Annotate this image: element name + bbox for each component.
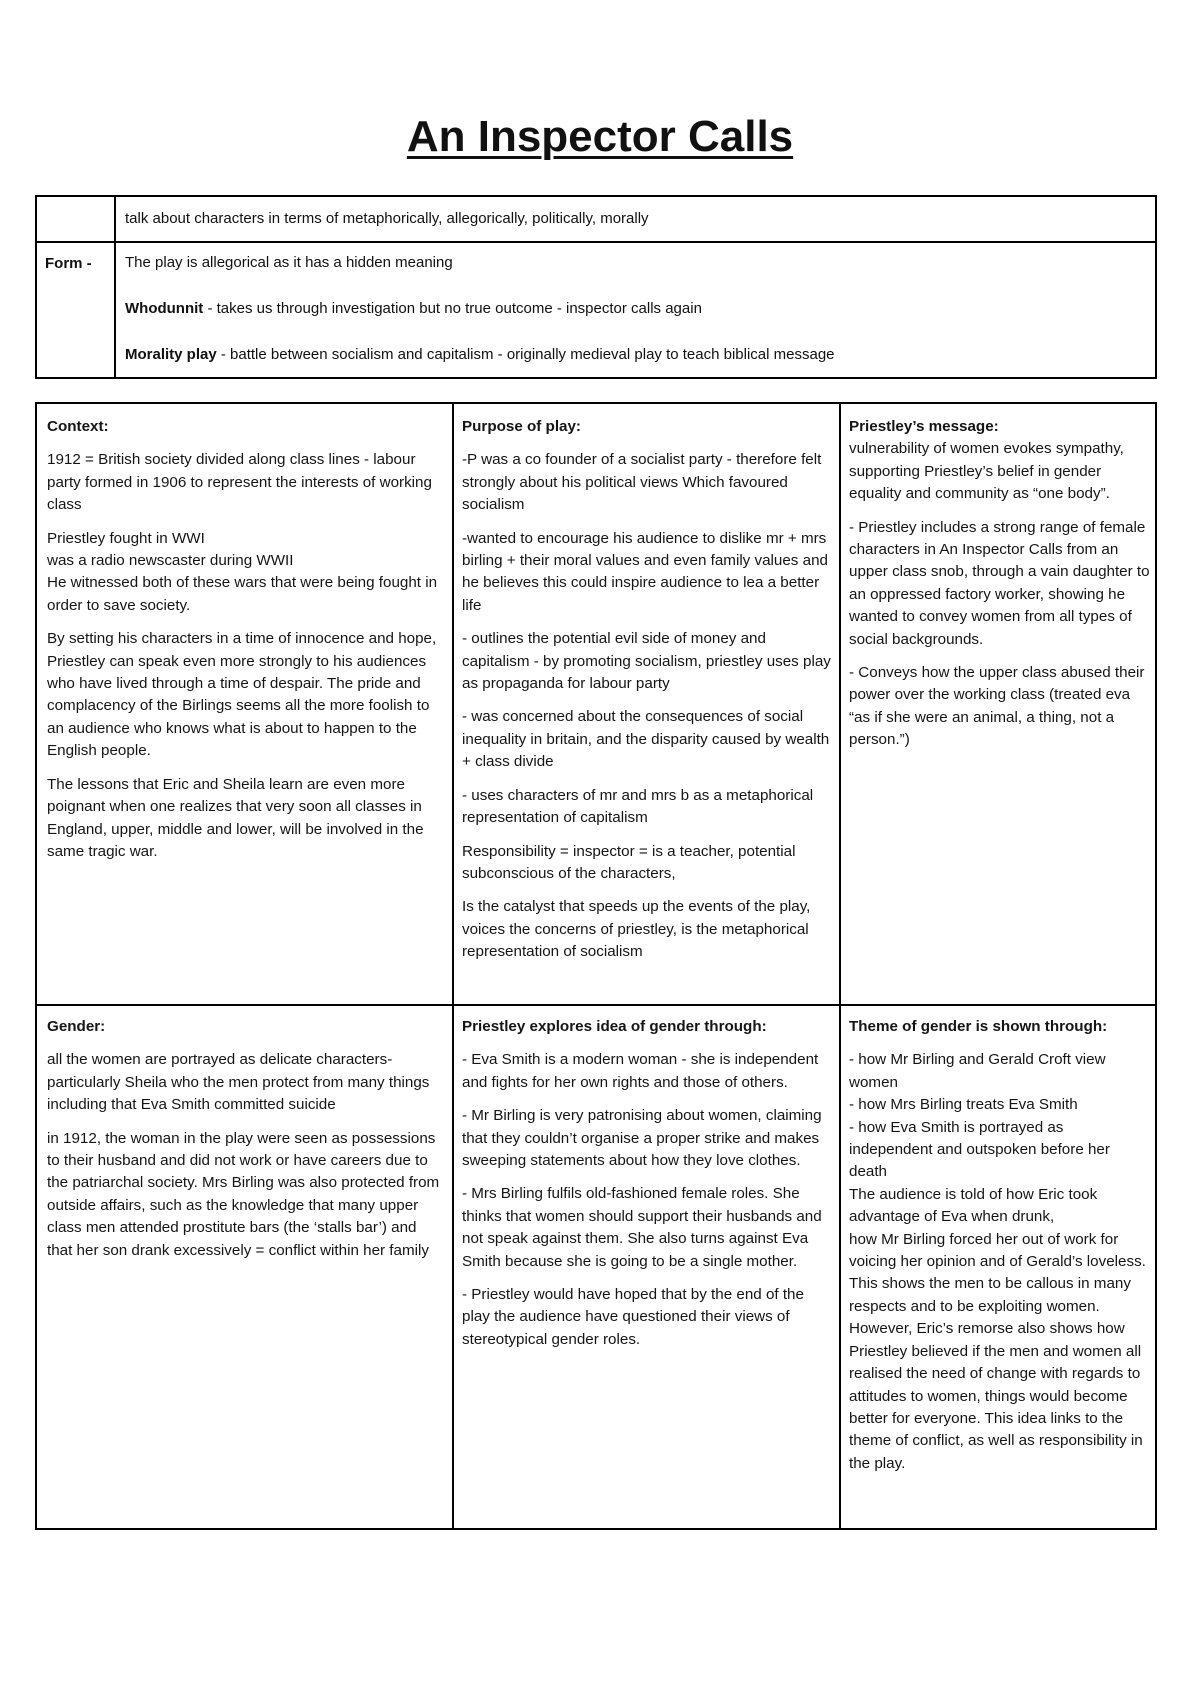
purpose-cell (462, 416, 832, 975)
explores-cell (462, 1016, 832, 1362)
whodunnit-term: Whodunnit (125, 300, 204, 317)
context-cell (47, 416, 445, 874)
notes-grid (35, 402, 1157, 1530)
grid-divider-2 (839, 404, 841, 1528)
theme-l1: - how Mr Birling and Gerald Croft view women (849, 1051, 1106, 1091)
form-table (35, 195, 1157, 379)
form-line-allegorical: The play is allegorical as it has a hidden meaning (125, 254, 453, 271)
morality-desc: - battle between socialism and capitalism - originally medieval play to teach biblical message (216, 346, 835, 363)
message-cell (849, 416, 1151, 763)
explores-p1: - Eva Smith is a modern woman - she is independent and fights for her own rights and those of others. (462, 1051, 819, 1091)
purpose-p1: -P was a co founder of a socialist party - therefore felt strongly about his political views Which favoured socialism (462, 451, 822, 514)
message-heading: Priestley’s message: (849, 418, 999, 435)
message-p2: - Priestley includes a strong range of female characters in An Inspector Calls from an upper class snob, through a vain daughter to an oppressed factory worker, showing he wanted to convey women from all types of social backgrounds. (849, 518, 1150, 648)
purpose-p7: Is the catalyst that speeds up the events of the play, voices the concerns of priestley, is the metaphorical representation of socialism (462, 898, 811, 961)
purpose-p2: -wanted to encourage his audience to dislike mr + mrs birling + their moral values and even family values and he believes this could inspire audience to lea a better life (462, 529, 828, 614)
explores-p4: - Priestley would have hoped that by the end of the play the audience have questioned their views of stereotypical gender roles. (462, 1286, 804, 1348)
theme-cell (849, 1016, 1151, 1475)
purpose-p6: Responsibility = inspector = is a teacher, potential subconscious of the characters, (462, 842, 796, 882)
theme-l2: - how Mrs Birling treats Eva Smith (849, 1096, 1078, 1114)
form-table-row-intro (37, 197, 1155, 243)
context-p1: 1912 = British society divided along class lines - labour party formed in 1906 to represent the interests of working class (47, 451, 432, 514)
gender-p1: all the women are portrayed as delicate characters- particularly Sheila who the men protect from many things including that Eva Smith committed suicide (47, 1051, 430, 1114)
theme-l6: This shows the men to be callous in many respects and to be exploiting women. However, Eric’s remorse also shows how Priestley believed if the men and women all realised the need of change with regards to attitudes to women, things would become better for everyone. This idea links to the theme of conflict, as well as responsibility in the play. (849, 1275, 1143, 1472)
gender-cell (47, 1016, 445, 1273)
theme-heading: Theme of gender is shown through: (849, 1018, 1108, 1035)
form-table-divider (114, 197, 116, 377)
form-line-whodunnit (125, 299, 1145, 319)
message-p3: - Conveys how the upper class abused their power over the working class (treated eva “as if she were an animal, a thing, not a person.”) (849, 664, 1145, 749)
morality-term: Morality play (125, 346, 217, 363)
message-p1: vulnerability of women evokes sympathy, supporting Priestley’s belief in gender equality and community as “one body”. (849, 440, 1124, 503)
purpose-p4: - was concerned about the consequences of social inequality in britain, and the disparity caused by wealth + class divide (462, 708, 830, 771)
context-p3: By setting his characters in a time of innocence and hope, Priestley can speak even more strongly to his audiences who have lived through a time of despair. The pride and complacency of the Birlings seems all the more foolish to an audience who knows what is about to happen to the English people. (47, 630, 437, 760)
explores-heading: Priestley explores idea of gender through: (462, 1018, 767, 1035)
whodunnit-desc: - takes us through investigation but no true outcome - inspector calls again (203, 300, 702, 317)
context-p2a: Priestley fought in WWI (47, 529, 205, 547)
form-line-morality (125, 345, 1145, 365)
gender-heading: Gender: (47, 1018, 106, 1035)
purpose-heading: Purpose of play: (462, 418, 581, 435)
explores-p3: - Mrs Birling fulfils old-fashioned female roles. She thinks that women should support their husbands and not speak against them. She also turns against Eva Smith because she is going to be a single mother. (462, 1185, 822, 1270)
theme-l3: - how Eva Smith is portrayed as independent and outspoken before her death (849, 1118, 1110, 1181)
form-label: Form - (45, 255, 92, 272)
context-p2b: was a radio newscaster during WWII (47, 552, 294, 570)
explores-p2: - Mr Birling is very patronising about women, claiming that they couldn’t organise a proper strike and makes sweeping statements about how they love clothes. (462, 1107, 822, 1170)
context-heading: Context: (47, 418, 109, 435)
grid-divider-1 (452, 404, 454, 1528)
purpose-p5: - uses characters of mr and mrs b as a metaphorical representation of capitalism (462, 786, 814, 827)
theme-l5: how Mr Birling forced her out of work for voicing her opinion and of Gerald’s loveless. (849, 1230, 1146, 1271)
purpose-p3: - outlines the potential evil side of money and capitalism - by promoting socialism, priestley uses play as propaganda for labour party (462, 630, 831, 693)
context-p2c: He witnessed both of these wars that were being fought in order to save society. (47, 574, 438, 614)
page-title: An Inspector Calls (406, 112, 794, 161)
intro-text: talk about characters in terms of metaphorically, allegorically, politically, morally (125, 210, 649, 227)
grid-row-divider (37, 1004, 1155, 1006)
theme-l4: The audience is told of how Eric took advantage of Eva when drunk, (849, 1185, 1098, 1226)
gender-p2: in 1912, the woman in the play were seen as possessions to their husband and did not work or have careers due to the patriarchal society. Mrs Birling was also protected from outside affairs, such as the knowledge that many upper class men attended prostitute bars (the ‘stalls bar’) and that her son drank excessively = conflict within her family (47, 1129, 440, 1259)
form-lines (125, 253, 1145, 391)
context-p4: The lessons that Eric and Sheila learn are even more poignant when one realizes that very soon all classes in England, upper, middle and lower, will be involved in the same tragic war. (47, 775, 424, 860)
